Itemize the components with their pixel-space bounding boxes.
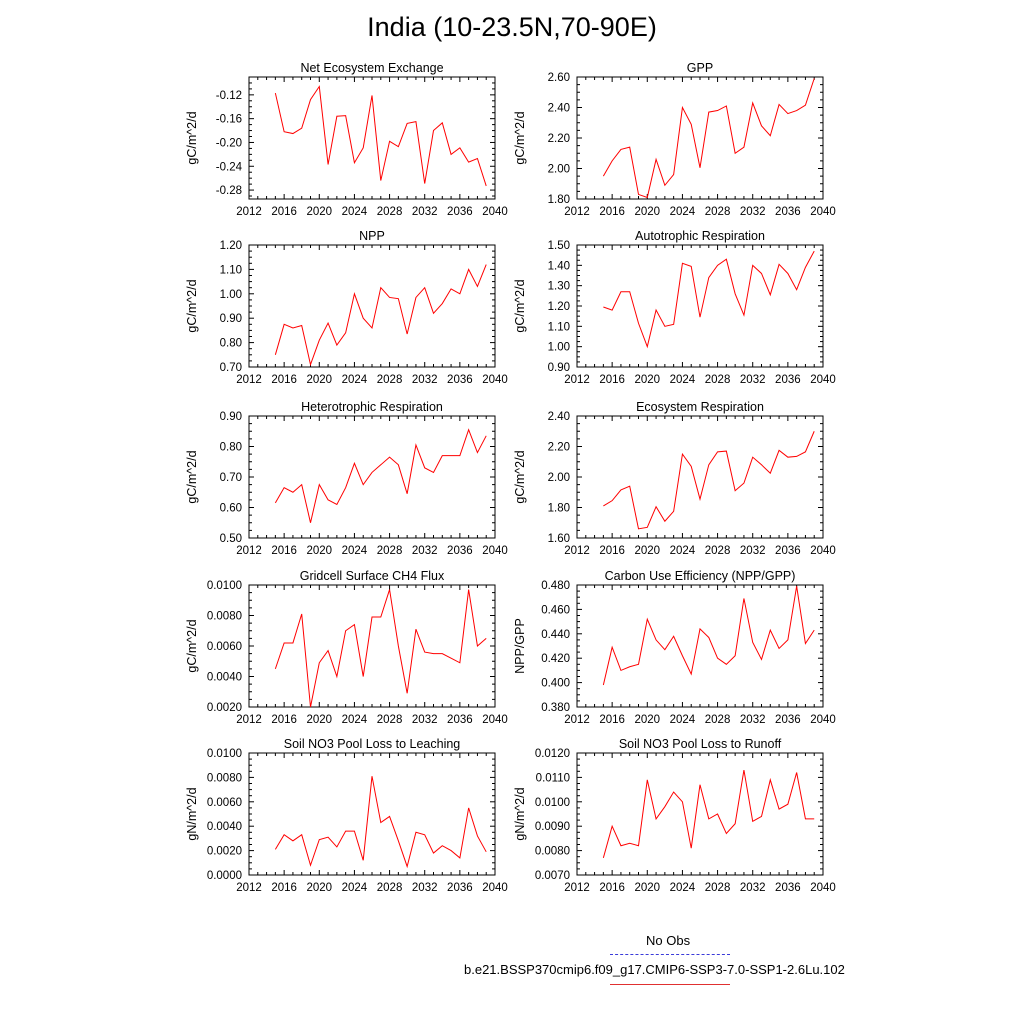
y-tick-label: 0.90 xyxy=(219,313,242,326)
y-tick-label: 0.0100 xyxy=(534,796,570,809)
x-tick-label: 2036 xyxy=(775,374,801,386)
x-tick-label: 2036 xyxy=(775,882,801,894)
x-tick-label: 2012 xyxy=(564,206,590,218)
x-tick-label: 2016 xyxy=(271,714,297,726)
x-tick-label: 2024 xyxy=(341,374,368,386)
figure-title: India (10-23.5N,70-90E) xyxy=(367,12,657,42)
y-tick-label: 1.20 xyxy=(219,240,242,252)
panel-title: Soil NO3 Pool Loss to Runoff xyxy=(618,737,782,751)
y-tick-label: 0.0040 xyxy=(206,821,242,834)
x-tick-label: 2016 xyxy=(599,882,625,894)
y-tick-label: 0.480 xyxy=(541,580,570,592)
x-tick-label: 2012 xyxy=(236,714,262,726)
x-tick-label: 2020 xyxy=(306,545,333,557)
x-tick-label: 2036 xyxy=(447,206,473,218)
x-tick-label: 2016 xyxy=(599,374,625,386)
x-tick-label: 2012 xyxy=(236,545,262,557)
series-line-gridcell-surface-ch4-flux xyxy=(275,590,486,707)
x-tick-label: 2016 xyxy=(271,206,297,218)
x-tick-label: 2016 xyxy=(271,374,297,386)
x-tick-label: 2032 xyxy=(411,374,438,386)
y-tick-label: 0.0090 xyxy=(534,821,570,834)
y-tick-label: 0.0070 xyxy=(534,870,570,882)
y-tick-label: 1.50 xyxy=(547,240,570,252)
y-tick-label: 2.00 xyxy=(547,472,570,484)
x-tick-label: 2040 xyxy=(810,206,836,218)
plot-frame xyxy=(577,585,823,707)
x-tick-label: 2028 xyxy=(704,882,731,894)
x-tick-label: 2032 xyxy=(411,206,438,218)
x-tick-label: 2012 xyxy=(236,206,262,218)
x-tick-label: 2016 xyxy=(599,545,625,557)
x-tick-label: 2036 xyxy=(775,545,801,557)
x-tick-label: 2020 xyxy=(634,714,661,726)
series-line-autotrophic-respiration xyxy=(603,251,814,347)
y-tick-label: 1.00 xyxy=(547,341,570,354)
x-tick-label: 2036 xyxy=(447,882,473,894)
y-tick-label: 0.0110 xyxy=(535,772,570,785)
panel-title: Ecosystem Respiration xyxy=(636,400,764,414)
x-tick-label: 2028 xyxy=(704,206,731,218)
x-tick-label: 2036 xyxy=(447,714,473,726)
y-axis-label: NPP/GPP xyxy=(513,618,527,674)
y-tick-label: 0.70 xyxy=(219,362,242,374)
x-tick-label: 2040 xyxy=(482,882,508,894)
y-tick-label: 0.70 xyxy=(219,472,242,484)
y-tick-label: 1.10 xyxy=(219,264,242,277)
y-tick-label: 0.440 xyxy=(541,628,570,641)
legend-label-run: b.e21.BSSP370cmip6.f09_g17.CMIP6-SSP3-7.0-SSP1-2.6Lu.102 xyxy=(464,962,845,977)
series-line-ecosystem-respiration xyxy=(603,431,814,529)
y-tick-label: 0.50 xyxy=(219,533,242,545)
y-tick-label: 0.0060 xyxy=(206,796,242,809)
y-tick-label: 1.40 xyxy=(547,260,570,273)
y-tick-label: 0.80 xyxy=(219,441,242,454)
x-tick-label: 2016 xyxy=(271,545,297,557)
chart-gridcell-surface-ch4-flux xyxy=(185,569,508,726)
panel-title: Autotrophic Respiration xyxy=(635,229,765,243)
x-tick-label: 2024 xyxy=(669,882,696,894)
chart-soil-no3-pool-loss-to-runoff xyxy=(513,737,836,894)
y-tick-label: 0.90 xyxy=(219,411,242,423)
panel-title: Heterotrophic Respiration xyxy=(301,400,443,414)
x-tick-label: 2040 xyxy=(482,545,508,557)
y-tick-label: 0.0060 xyxy=(206,641,242,653)
y-tick-label: 2.00 xyxy=(547,163,570,176)
x-tick-label: 2032 xyxy=(411,882,438,894)
y-tick-label: 0.0100 xyxy=(206,748,242,760)
series-line-soil-no3-pool-loss-to-leaching xyxy=(275,776,486,866)
x-tick-label: 2020 xyxy=(306,714,333,726)
x-tick-label: 2016 xyxy=(271,882,297,894)
x-tick-label: 2036 xyxy=(775,206,801,218)
y-tick-label: 0.420 xyxy=(541,653,570,666)
x-tick-label: 2032 xyxy=(739,882,766,894)
y-tick-label: 0.0080 xyxy=(206,772,242,785)
y-tick-label: -0.28 xyxy=(215,185,242,198)
x-tick-label: 2028 xyxy=(376,882,403,894)
y-tick-label: 0.60 xyxy=(219,502,242,515)
plot-frame xyxy=(249,245,495,367)
y-tick-label: 0.380 xyxy=(541,702,570,714)
x-tick-label: 2016 xyxy=(599,206,625,218)
x-tick-label: 2032 xyxy=(739,545,766,557)
y-tick-label: 1.00 xyxy=(219,288,242,301)
chart-soil-no3-pool-loss-to-leaching xyxy=(185,737,508,894)
y-tick-label: -0.16 xyxy=(215,113,242,126)
y-tick-label: 2.40 xyxy=(547,102,570,115)
y-axis-label: gC/m^2/d xyxy=(513,450,527,504)
x-tick-label: 2024 xyxy=(669,545,696,557)
plot-frame xyxy=(249,416,495,538)
x-tick-label: 2020 xyxy=(634,374,661,386)
chart-npp xyxy=(185,229,508,386)
y-tick-label: 2.40 xyxy=(547,411,570,423)
chart-net-ecosystem-exchange xyxy=(185,61,508,218)
y-axis-label: gN/m^2/d xyxy=(513,787,527,841)
x-tick-label: 2032 xyxy=(739,374,766,386)
x-tick-label: 2040 xyxy=(810,545,836,557)
x-tick-label: 2032 xyxy=(411,545,438,557)
x-tick-label: 2028 xyxy=(704,714,731,726)
legend-label-no-obs: No Obs xyxy=(646,933,691,948)
x-tick-label: 2020 xyxy=(306,374,333,386)
y-tick-label: -0.20 xyxy=(215,137,242,150)
x-tick-label: 2020 xyxy=(634,882,661,894)
y-axis-label: gC/m^2/d xyxy=(185,619,199,673)
y-tick-label: 0.0020 xyxy=(206,702,242,714)
chart-autotrophic-respiration xyxy=(513,229,836,386)
x-tick-label: 2036 xyxy=(447,374,473,386)
y-tick-label: 1.10 xyxy=(547,321,570,334)
x-tick-label: 2024 xyxy=(341,714,368,726)
series-line-heterotrophic-respiration xyxy=(275,430,486,523)
y-tick-label: 2.60 xyxy=(547,72,570,84)
x-tick-label: 2024 xyxy=(341,206,368,218)
x-tick-label: 2032 xyxy=(411,714,438,726)
x-tick-label: 2028 xyxy=(376,714,403,726)
y-tick-label: -0.24 xyxy=(215,161,242,174)
y-tick-label: 0.0120 xyxy=(534,748,570,760)
y-tick-label: 1.30 xyxy=(547,280,570,293)
x-tick-label: 2040 xyxy=(482,206,508,218)
y-tick-label: 0.0020 xyxy=(206,845,242,858)
x-tick-label: 2028 xyxy=(376,545,403,557)
plot-frame xyxy=(577,77,823,199)
x-tick-label: 2032 xyxy=(739,206,766,218)
x-tick-label: 2024 xyxy=(341,882,368,894)
y-tick-label: 0.0040 xyxy=(206,671,242,684)
y-axis-label: gC/m^2/d xyxy=(513,111,527,165)
series-line-net-ecosystem-exchange xyxy=(275,87,486,186)
x-tick-label: 2028 xyxy=(704,545,731,557)
y-axis-label: gC/m^2/d xyxy=(185,111,199,165)
plot-frame xyxy=(577,753,823,875)
x-tick-label: 2028 xyxy=(376,206,403,218)
plot-frame xyxy=(249,77,495,199)
x-tick-label: 2012 xyxy=(564,374,590,386)
x-tick-label: 2012 xyxy=(236,882,262,894)
y-axis-label: gC/m^2/d xyxy=(513,279,527,333)
x-tick-label: 2020 xyxy=(306,206,333,218)
x-tick-label: 2040 xyxy=(482,714,508,726)
x-tick-label: 2040 xyxy=(810,714,836,726)
y-tick-label: 2.20 xyxy=(547,441,570,454)
x-tick-label: 2012 xyxy=(236,374,262,386)
y-tick-label: 0.400 xyxy=(541,677,570,690)
y-tick-label: 0.0100 xyxy=(206,580,242,592)
y-tick-label: 0.0080 xyxy=(534,845,570,858)
panel-title: GPP xyxy=(686,61,714,75)
chart-carbon-use-efficiency-npp-gpp xyxy=(513,569,836,726)
panel-title: Net Ecosystem Exchange xyxy=(300,61,444,75)
panel-title: Soil NO3 Pool Loss to Leaching xyxy=(283,737,461,751)
x-tick-label: 2036 xyxy=(775,714,801,726)
x-tick-label: 2040 xyxy=(810,374,836,386)
x-tick-label: 2024 xyxy=(669,714,696,726)
x-tick-label: 2040 xyxy=(482,374,508,386)
y-tick-label: 1.60 xyxy=(547,533,570,545)
chart-ecosystem-respiration xyxy=(513,400,836,557)
x-tick-label: 2032 xyxy=(739,714,766,726)
x-tick-label: 2012 xyxy=(564,714,590,726)
x-tick-label: 2020 xyxy=(634,206,661,218)
x-tick-label: 2024 xyxy=(341,545,368,557)
y-axis-label: gC/m^2/d xyxy=(185,279,199,333)
x-tick-label: 2012 xyxy=(564,882,590,894)
x-tick-label: 2040 xyxy=(810,882,836,894)
y-tick-label: 0.0080 xyxy=(206,610,242,623)
y-tick-label: 0.460 xyxy=(541,604,570,617)
series-line-gpp xyxy=(603,79,814,198)
x-tick-label: 2024 xyxy=(669,206,696,218)
y-tick-label: -0.12 xyxy=(215,89,242,102)
y-tick-label: 1.80 xyxy=(547,502,570,515)
plot-frame xyxy=(249,585,495,707)
x-tick-label: 2024 xyxy=(669,374,696,386)
x-tick-label: 2020 xyxy=(306,882,333,894)
x-tick-label: 2028 xyxy=(704,374,731,386)
series-line-npp xyxy=(275,265,486,365)
x-tick-label: 2012 xyxy=(564,545,590,557)
chart-gpp xyxy=(513,61,836,218)
y-tick-label: 0.0000 xyxy=(206,870,242,882)
y-tick-label: 0.90 xyxy=(547,362,570,374)
panel-title: NPP xyxy=(359,229,385,243)
series-line-carbon-use-efficiency-npp-gpp xyxy=(603,586,814,685)
plot-frame xyxy=(577,416,823,538)
x-tick-label: 2020 xyxy=(634,545,661,557)
x-tick-label: 2036 xyxy=(447,545,473,557)
y-axis-label: gC/m^2/d xyxy=(185,450,199,504)
panel-title: Carbon Use Efficiency (NPP/GPP) xyxy=(604,569,796,583)
x-tick-label: 2028 xyxy=(376,374,403,386)
y-tick-label: 0.80 xyxy=(219,337,242,350)
chart-heterotrophic-respiration xyxy=(185,400,508,557)
panel-title: Gridcell Surface CH4 Flux xyxy=(299,569,445,583)
series-line-soil-no3-pool-loss-to-runoff xyxy=(603,770,814,858)
y-tick-label: 2.20 xyxy=(547,133,570,145)
y-tick-label: 1.80 xyxy=(547,194,570,206)
y-tick-label: 1.20 xyxy=(547,301,570,313)
x-tick-label: 2016 xyxy=(599,714,625,726)
y-axis-label: gN/m^2/d xyxy=(185,787,199,841)
